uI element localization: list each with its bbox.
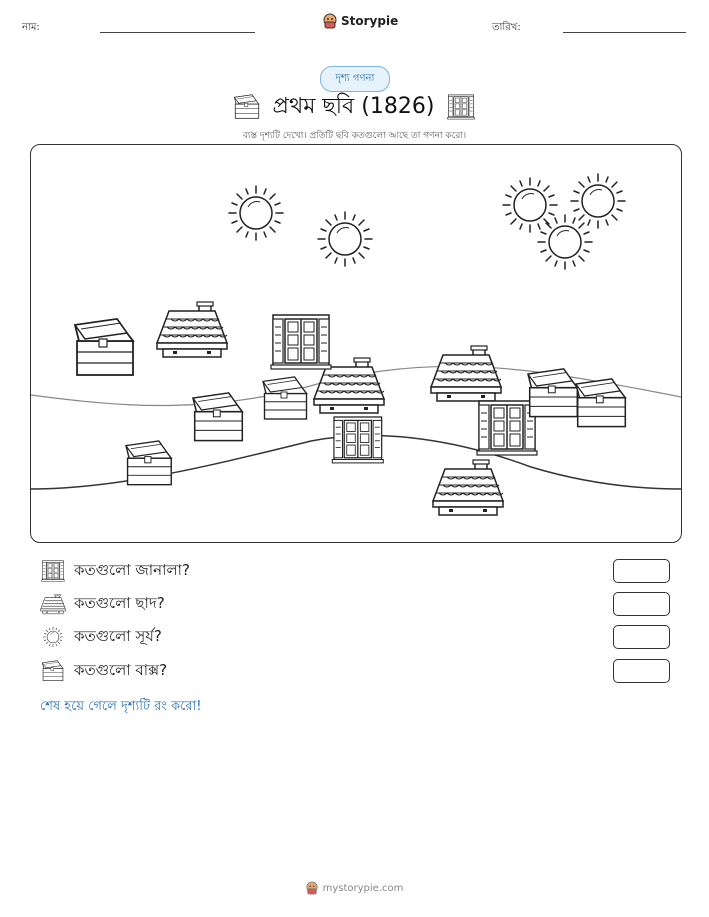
- answer-box-chests[interactable]: [613, 659, 670, 683]
- chest-icon: [233, 94, 261, 120]
- chest-icon: [75, 319, 133, 375]
- window-icon: [332, 417, 383, 463]
- roof-icon: [431, 346, 501, 401]
- question-chests: [40, 659, 167, 683]
- roof-icon: [157, 302, 227, 357]
- scene-illustration: [31, 145, 681, 542]
- window-icon: [477, 401, 537, 455]
- storypie-mascot-icon: [323, 13, 337, 29]
- roof-icon: [433, 460, 503, 515]
- question-text: কতগুলো ছাদ?: [74, 593, 165, 612]
- sun-icon: [318, 212, 372, 266]
- chest-icon: [126, 441, 171, 485]
- question-text: কতগুলো জানালা?: [74, 560, 190, 579]
- question-windows: [40, 559, 190, 583]
- title-text: প্রথম ছবি (1826): [272, 93, 435, 119]
- coloring-note: শেষ হয়ে গেলে দৃশ্যটি রং করো!: [40, 699, 202, 714]
- window-icon: [271, 315, 331, 369]
- question-text: কতগুলো বাক্স?: [74, 660, 168, 679]
- brand-logo: [323, 13, 398, 29]
- answer-box-suns[interactable]: [613, 625, 670, 649]
- site-url[interactable]: mystorypie.com: [322, 882, 404, 894]
- roof-icon: [40, 593, 66, 615]
- name-label: নাম:: [22, 22, 40, 33]
- instruction-text: ব্যস্ত দৃশ্যটি দেখো। প্রতিটি ছবি কতগুলো আছে তা গণনা করো।: [242, 131, 467, 141]
- brand-name: Storypie: [341, 14, 399, 28]
- counting-scene: [30, 144, 682, 543]
- chest-icon: [263, 377, 307, 419]
- chest-icon: [193, 393, 242, 441]
- sun-icon: [229, 186, 283, 240]
- sun-icon: [40, 626, 66, 648]
- window-icon: [40, 560, 66, 582]
- answer-box-roofs[interactable]: [613, 592, 670, 616]
- storypie-mascot-icon: [306, 881, 318, 895]
- category-badge: দৃশ্য গণনা: [320, 66, 390, 92]
- date-label: তারিখ:: [492, 22, 521, 33]
- date-line[interactable]: [563, 32, 686, 33]
- chest-icon: [40, 660, 66, 682]
- page-title: [0, 92, 709, 122]
- question-suns: [40, 625, 162, 649]
- site-footer: [0, 881, 709, 895]
- question-text: কতগুলো সূর্য?: [74, 626, 162, 645]
- sun-icon: [503, 178, 557, 232]
- answer-box-windows[interactable]: [613, 559, 670, 583]
- question-roofs: [40, 592, 165, 616]
- name-line[interactable]: [100, 32, 255, 33]
- chest-icon: [528, 369, 577, 417]
- chest-icon: [576, 379, 625, 427]
- window-icon: [446, 94, 476, 120]
- sun-icon: [571, 174, 625, 228]
- sun-icon: [538, 215, 592, 269]
